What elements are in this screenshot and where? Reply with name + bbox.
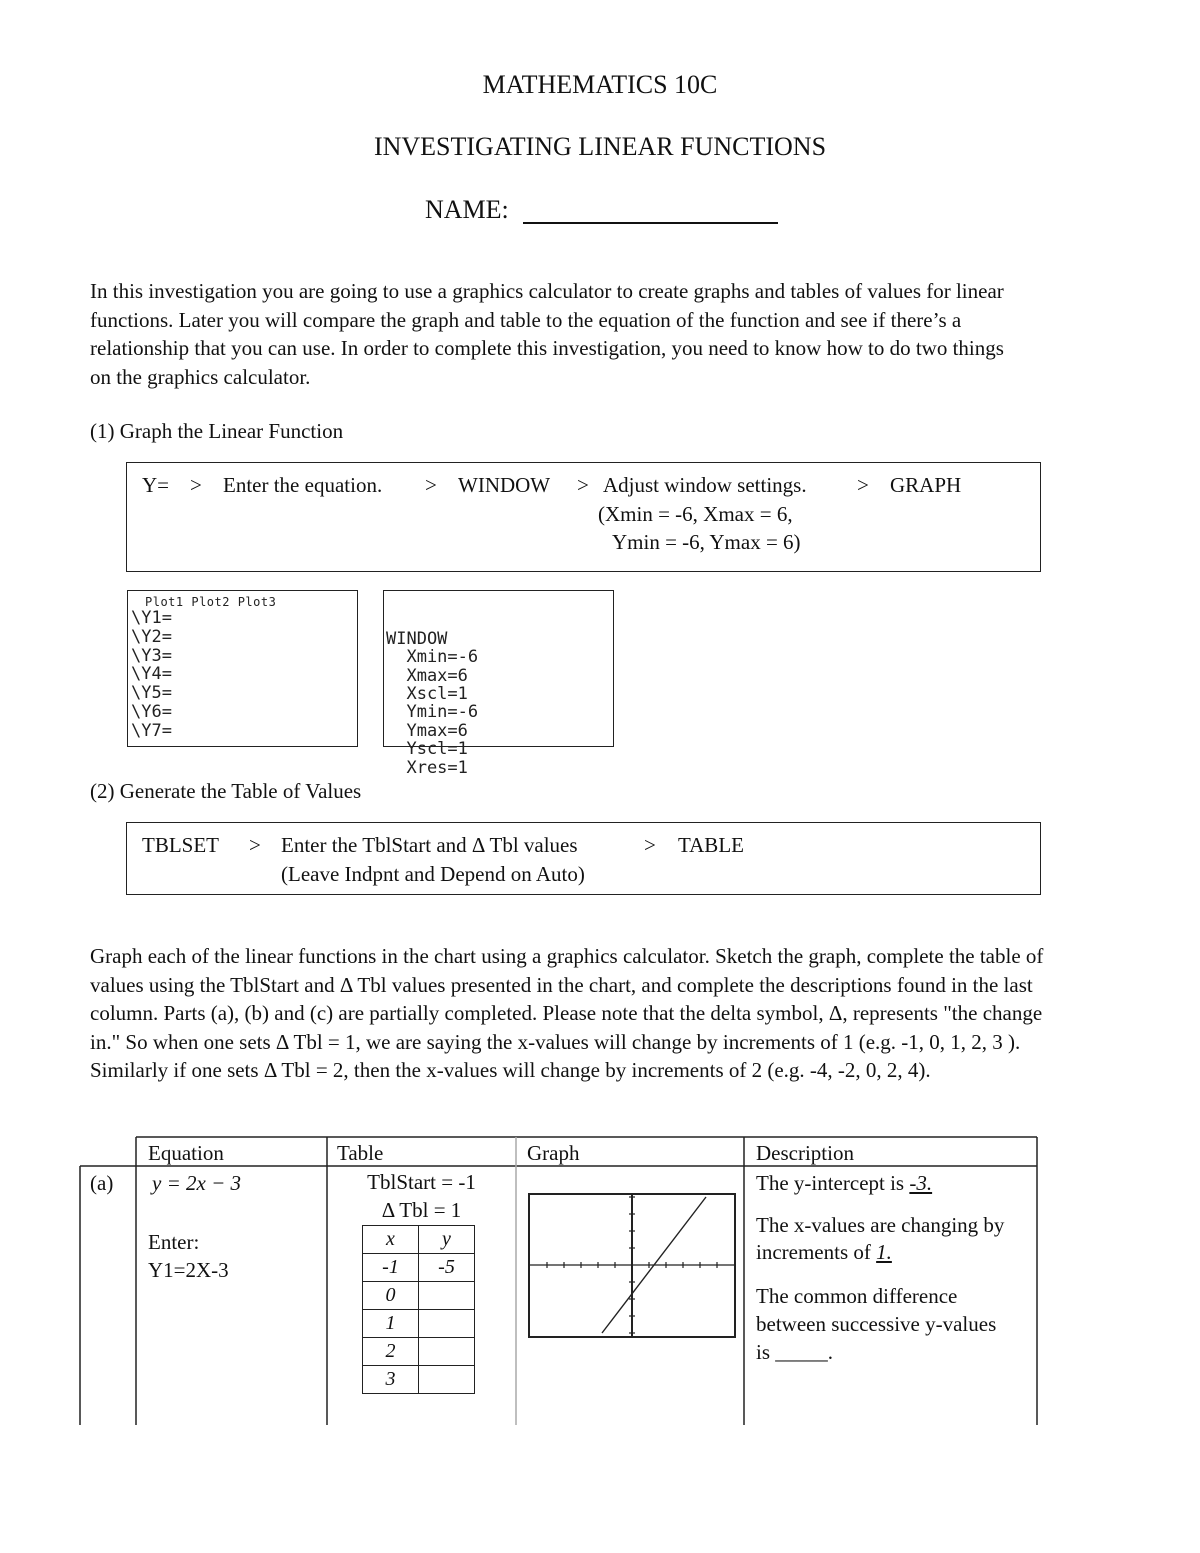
y-cell[interactable] (419, 1310, 475, 1338)
name-label: NAME: (425, 195, 509, 224)
header-description: Description (756, 1141, 854, 1165)
step2-text1: Enter the TblStart and Δ Tbl values (281, 833, 578, 857)
row-label-a: (a) (90, 1171, 114, 1195)
screen-line: \Y7= (131, 720, 172, 741)
header-graph: Graph (527, 1141, 580, 1165)
delta-tbl-value: Δ Tbl = 1 (381, 1198, 462, 1222)
key-y-equals: Y= (142, 473, 170, 497)
y-cell[interactable] (419, 1338, 475, 1366)
description-text: The y-intercept is (756, 1171, 910, 1195)
screen-line: Yscl=1 (386, 739, 468, 760)
description-common-difference[interactable]: The common difference between successive y-values is _____. (756, 1284, 997, 1364)
chart-instructions: Graph each of the linear functions in the chart using a graphics calculator. Sketch the graph, complete the table of values using the TblStart and Δ Tbl values presented in the chart, and complete the descriptions found in the last column. Parts (a), (b) and (c) are partially completed. Please note that the delta symbol, Δ, represents "the change in." So when one sets Δ Tbl = 1, we are saying the x-values will change by increments of 1 (e.g. -1, 0, 1, 2, 3 ). Similarly if one sets Δ Tbl = 2, then the x-values will change by increments of 2 (e.g. -4, -2, 0, 2, 4). (90, 944, 1044, 1082)
arrow-separator: > (249, 833, 261, 857)
worksheet-title: INVESTIGATING LINEAR FUNCTIONS (373, 132, 827, 161)
x-cell: 1 (363, 1310, 419, 1338)
screen-line: Xscl=1 (386, 684, 468, 705)
course-title: MATHEMATICS 10C (482, 70, 718, 99)
step1-text2: Adjust window settings. (603, 473, 807, 497)
table-header-y: y (419, 1226, 475, 1254)
screen-line: Ymin=-6 (386, 702, 479, 723)
window-note-2: Ymin = -6, Ymax = 6) (612, 530, 801, 554)
y-cell[interactable]: -5 (419, 1254, 475, 1282)
x-cell: -1 (363, 1254, 419, 1282)
y-cell[interactable] (419, 1282, 475, 1310)
intro-paragraph: In this investigation you are going to use a graphics calculator to create graphs and tables of values for linear functions. Later you will compare the graph and table to the equation of the function and see if there’s a relationship that you can use. In order to complete this investigation, you need to know how to do two things on the graphics calculator. (90, 279, 1004, 389)
arrow-separator: > (857, 473, 869, 497)
equation-a: y = 2x − 3 (152, 1171, 241, 1195)
screen-line: \Y4= (131, 664, 172, 685)
screen-line: Xmax=6 (386, 665, 468, 686)
screen-line: \Y6= (131, 701, 172, 722)
screen-line: WINDOW (386, 628, 448, 649)
graph-sketch (528, 1193, 736, 1338)
table-row (363, 1254, 475, 1282)
key-graph: GRAPH (890, 473, 962, 497)
x-cell: 2 (363, 1338, 419, 1366)
plot-header: Plot1 Plot2 Plot3 (145, 595, 277, 609)
screen-line: \Y1= (131, 608, 172, 628)
step2-heading: (2) Generate the Table of Values (90, 779, 362, 803)
intercept-answer: -3. (909, 1171, 933, 1195)
table-row (363, 1338, 475, 1366)
header-equation: Equation (148, 1141, 224, 1165)
x-cell: 3 (363, 1366, 419, 1394)
step2-note: (Leave Indpnt and Depend on Auto) (281, 862, 585, 886)
description-text: The x-values are changing by increments of (756, 1213, 1005, 1264)
table-row (363, 1282, 475, 1310)
description-intercept (756, 1170, 1026, 1197)
step1-heading: (1) Graph the Linear Function (90, 419, 344, 443)
description-increments (756, 1212, 1026, 1266)
enter-label: Enter: (148, 1230, 200, 1254)
window-note-1: (Xmin = -6, Xmax = 6, (598, 502, 793, 526)
arrow-separator: > (577, 473, 589, 497)
table-row (363, 1310, 475, 1338)
y-cell[interactable] (419, 1366, 475, 1394)
screen-line: Ymax=6 (386, 720, 468, 741)
screen-line: \Y2= (131, 626, 172, 647)
key-window: WINDOW (458, 473, 551, 497)
screen-line: Xres=1 (386, 757, 468, 778)
table-header-row (363, 1226, 475, 1254)
enter-value: Y1=2X-3 (148, 1258, 229, 1282)
step1-text1: Enter the equation. (223, 473, 383, 497)
arrow-separator: > (425, 473, 437, 497)
increment-answer: 1. (876, 1240, 892, 1264)
table-row (363, 1366, 475, 1394)
screen-line: \Y3= (131, 645, 172, 666)
arrow-separator: > (644, 833, 656, 857)
values-table (362, 1225, 475, 1394)
header-table: Table (337, 1141, 384, 1165)
x-cell: 0 (363, 1282, 419, 1310)
key-table: TABLE (678, 833, 744, 857)
arrow-separator: > (190, 473, 202, 497)
tblstart-value: TblStart = -1 (367, 1170, 476, 1194)
screen-line: \Y5= (131, 683, 172, 704)
key-tblset: TBLSET (142, 833, 219, 857)
screen-line: Xmin=-6 (386, 647, 479, 668)
table-header-x: x (363, 1226, 419, 1254)
